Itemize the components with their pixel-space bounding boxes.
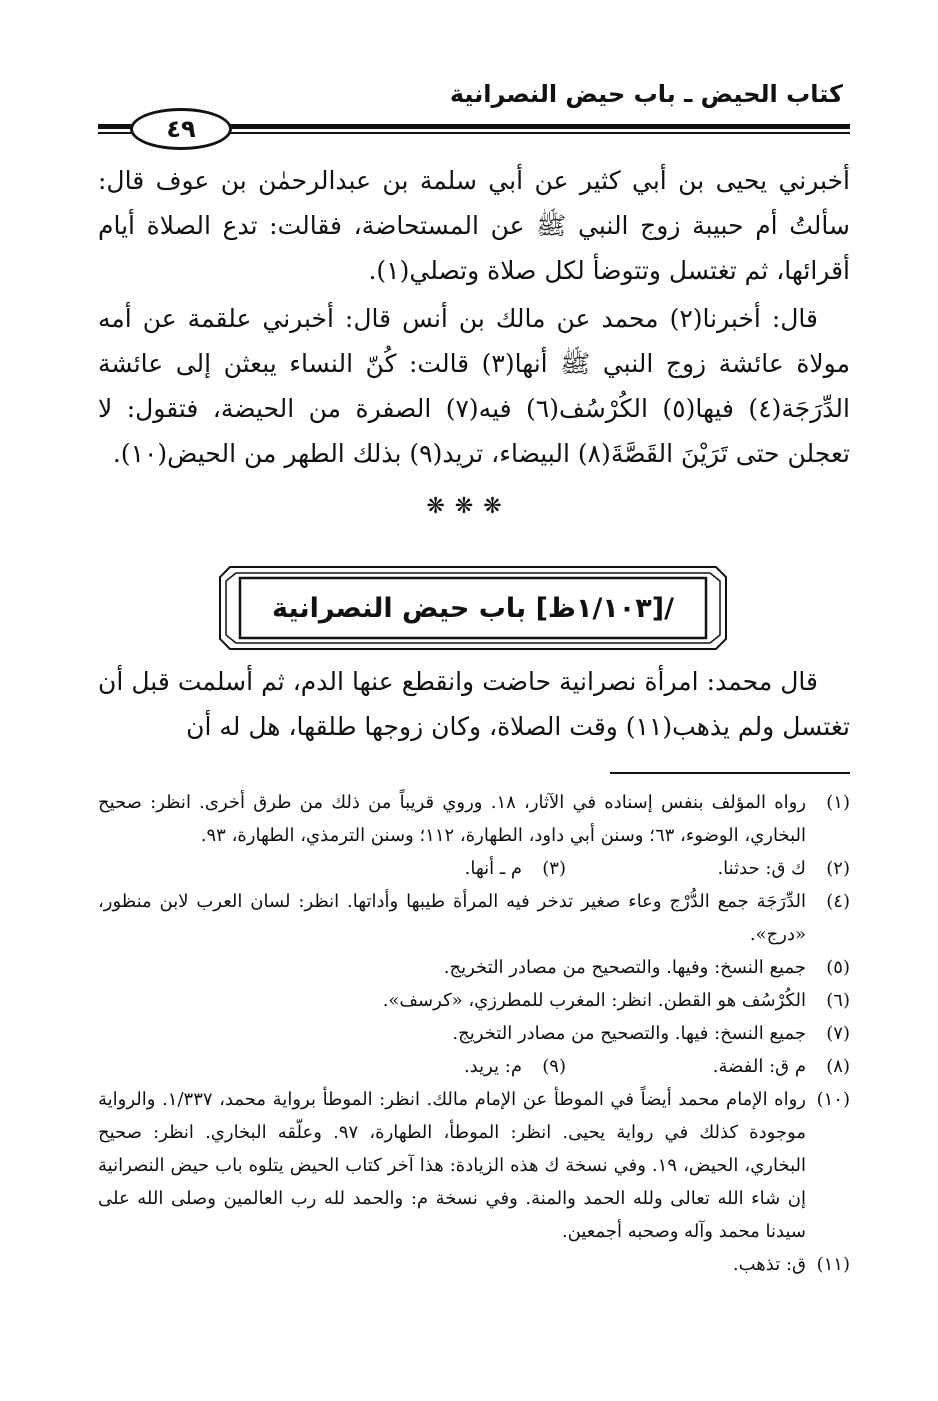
footnote-8 xyxy=(566,1050,850,1083)
footnote-row-2-3 xyxy=(98,852,850,885)
paragraph-2: قال: أخبرنا(٢) محمد عن مالك بن أنس قال: أخبرني علقمة عن أمه مولاة عائشة زوج النبي ﷺ أنها(٣) قالت: كُنّ النساء يبعثن إلى عائشة الدِّرَجَة(٤) فيها(٥) الكُرْسُف(٦) فيه(٧) الصفرة من الحيضة، فتقول: لا تعجلن حتى تَرَيْنَ القَصَّةَ(٨) البيضاء، تريد(٩) بذلك الطهر من الحيض(١٠). xyxy=(98,304,850,468)
footnote-number: (٩) xyxy=(542,1056,566,1077)
footnote-number: (١) xyxy=(826,792,850,813)
footnote-text: جميع النسخ: فيها. والتصحيح من مصادر التخريج. xyxy=(452,1023,806,1044)
footnote-number: (٨) xyxy=(826,1056,850,1077)
footnote-number: (٧) xyxy=(826,1023,850,1044)
footnote-11 xyxy=(98,1248,850,1281)
footnote-row-8-9 xyxy=(98,1050,850,1083)
footnote-number: (١٠) xyxy=(816,1089,850,1110)
footnote-5 xyxy=(98,951,850,984)
footnote-number: (٢) xyxy=(826,858,850,879)
footnote-text: م: يريد. xyxy=(463,1056,522,1077)
footnote-1 xyxy=(98,786,850,852)
footnote-text: الكُرْسُف هو القطن. انظر: المغرب للمطرزي، «كرسف». xyxy=(382,990,806,1011)
footnote-number: (١١) xyxy=(816,1254,850,1275)
chapter-title: /[١/١٠٣ظ] باب حيض النصرانية xyxy=(272,592,674,624)
footnote-number: (٣) xyxy=(542,858,566,879)
chapter-title-box xyxy=(218,565,728,651)
section-separator-stars: ❋❋❋ xyxy=(426,494,512,519)
footnote-3 xyxy=(282,852,566,885)
footnotes xyxy=(98,786,850,1281)
footnote-text: م ق: الفضة. xyxy=(712,1056,806,1077)
footnote-7 xyxy=(98,1017,850,1050)
footnote-separator xyxy=(610,772,850,774)
footnote-10 xyxy=(98,1083,850,1248)
footnote-text: الدِّرَجَة جمع الدُّرْج وعاء صغير تدخر فيه المرأة طيبها وأداتها. انظر: لسان العرب لابن منظور، «درج». xyxy=(98,891,806,945)
footnote-text: جميع النسخ: وفيها. والتصحيح من مصادر التخريج. xyxy=(443,957,806,978)
paragraph-3: قال محمد: امرأة نصرانية حاضت وانقطع عنها الدم، ثم أسلمت قبل أن تغتسل ولم يذهب(١١) وقت الصلاة، وكان زوجها طلقها، هل له أن xyxy=(98,667,850,741)
footnote-text: رواه الإمام محمد أيضاً في الموطأ عن الإمام مالك. انظر: الموطأ برواية محمد، ١/٣٣٧. والرواية موجودة كذلك في رواية يحيى. انظر: الموطأ، الطهارة، ٩٧. وعلّقه البخاري. انظر: صحيح البخاري، الحيض، ١٩. وفي نسخة ك هذه الزيادة: هذا آخر كتاب الحيض يتلوه باب حيض النصرانية إن شاء الله تعالى ولله الحمد والمنة. وفي نسخة م: والحمد لله رب العالمين وصلى الله على سيدنا محمد وآله وصحبه أجمعين. xyxy=(98,1089,807,1242)
footnote-text: ق: تذهب. xyxy=(732,1254,806,1275)
footnote-number: (٥) xyxy=(826,957,850,978)
footnote-9 xyxy=(282,1050,566,1083)
footnote-text: ك ق: حدثنا. xyxy=(717,858,806,879)
footnote-2 xyxy=(566,852,850,885)
footnote-4 xyxy=(98,885,850,951)
footnote-text: م ـ أنها. xyxy=(464,858,522,879)
footnote-number: (٤) xyxy=(826,891,850,912)
page-number: ٤٩ xyxy=(130,108,232,150)
footnote-6 xyxy=(98,984,850,1017)
running-title: كتاب الحيض ـ باب حيض النصرانية xyxy=(449,80,843,108)
footnote-number: (٦) xyxy=(826,990,850,1011)
footnote-text: رواه المؤلف بنفس إسناده في الآثار، ١٨. وروي قريباً من ذلك من طرق أخرى. انظر: صحيح البخاري، الوضوء، ٦٣؛ وسنن أبي داود، الطهارة، ١١٢؛ وسنن الترمذي، الطهارة، ٩٣. xyxy=(98,792,807,846)
paragraph-1: أخبرني يحيى بن أبي كثير عن أبي سلمة بن عبدالرحمٰن بن عوف قال: سألتُ أم حبيبة زوج النبي ﷺ عن المستحاضة، فقالت: تدع الصلاة أيام أقرائها، ثم تغتسل وتتوضأ لكل صلاة وتصلي(١). xyxy=(98,166,850,285)
